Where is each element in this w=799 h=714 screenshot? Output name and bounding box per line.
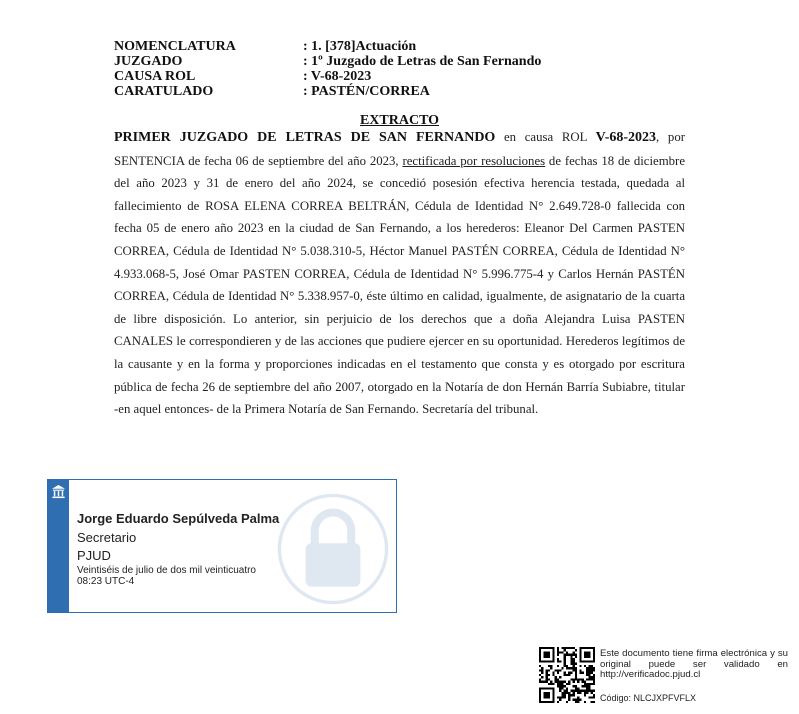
- meta-row-causa-rol: [114, 69, 541, 84]
- meta-row-nomenclatura: [114, 39, 541, 54]
- signature-timestamp: [77, 565, 256, 587]
- verification-note: Este documento tiene firma electrónica y su original puede ser validado en http://verificadoc.pjud.cl: [600, 648, 788, 680]
- extract-body: [114, 126, 685, 421]
- qr-code-icon: [539, 647, 595, 703]
- meta-value: : V-68-2023: [303, 69, 372, 84]
- body-text-segment: de fechas 18 de diciembre del año 2023 y 31 de enero del año 2024, se concedió posesión efectiva herencia testada, quedada al fallecimiento de ROSA ELENA CORREA BELTRÁN, Cédula de Identidad N° 2.649.728-0 fallecida con fecha 05 de enero año 2023 en la ciudad de San Fernando, a los herederos: Eleanor Del Carmen PASTEN CORREA, Cédula de Identidad N° 5.038.310-5, Héctor Manuel PASTÉN CORREA, Cédula de Identidad N° 4.933.068-5, José Omar PASTEN CORREA, Cédula de Identidad N° 5.996.775-4 y Carlos Hernán PASTÉN CORREA, Cédula de Identidad N° 5.338.957-0, éste último en calidad, igualmente, de asignatario de la cuarta de libre disposición. Lo anterior, sin perjuicio de los derechos que a doña Alejandra Luisa PASTEN CANALES le correspondieren y de las acciones que pudiere ejercer en su oportunidad. Herederos legítimos de la causante y en la forma y proporciones indicadas en el testamento que consta y es otorgado por escritura pública de fecha 26 de septiembre del año 2007, otorgado en la Notaría de don Hernán Barría Subiabre, titular -en aquel entonces- de la Primera Notaría de San Fernando. Secretaría del tribunal.: [114, 153, 685, 417]
- case-rol: V-68-2023: [595, 130, 657, 145]
- meta-key: CARATULADO: [114, 84, 214, 99]
- extract-heading: EXTRACTO: [359, 113, 440, 128]
- meta-key: NOMENCLATURA: [114, 39, 236, 54]
- meta-value: : 1º Juzgado de Letras de San Fernando: [303, 54, 542, 69]
- meta-key: CAUSA ROL: [114, 69, 196, 84]
- courthouse-icon: [51, 484, 66, 499]
- meta-value: : PASTÉN/CORREA: [303, 84, 430, 99]
- court-name: PRIMER JUZGADO DE LETRAS DE SAN FERNANDO: [114, 130, 496, 145]
- electronic-signature-box: [47, 479, 397, 613]
- rectified-phrase: rectificada por resoluciones: [402, 153, 546, 168]
- signature-date: Veintiséis de julio de dos mil veinticuatro: [77, 565, 256, 576]
- meta-row-caratulado: [114, 84, 541, 99]
- lock-icon: [276, 492, 390, 606]
- signer-name: Jorge Eduardo Sepúlveda Palma: [77, 511, 280, 526]
- verification-code: Código: NLCJXPFVFLX: [600, 693, 697, 703]
- signature-time: 08:23 UTC-4: [77, 576, 135, 587]
- meta-value: : 1. [378]Actuación: [303, 39, 417, 54]
- case-metadata: [114, 39, 541, 99]
- signer-organization: PJUD: [77, 548, 111, 563]
- body-text-segment: , por SENTENCIA de fecha 06 de septiembre del año 2023,: [114, 130, 685, 168]
- body-text-segment: en causa ROL: [495, 130, 596, 144]
- meta-row-juzgado: [114, 54, 541, 69]
- signature-side-bar: [48, 480, 69, 612]
- meta-key: JUZGADO: [114, 54, 183, 69]
- signer-role: Secretario: [77, 530, 137, 545]
